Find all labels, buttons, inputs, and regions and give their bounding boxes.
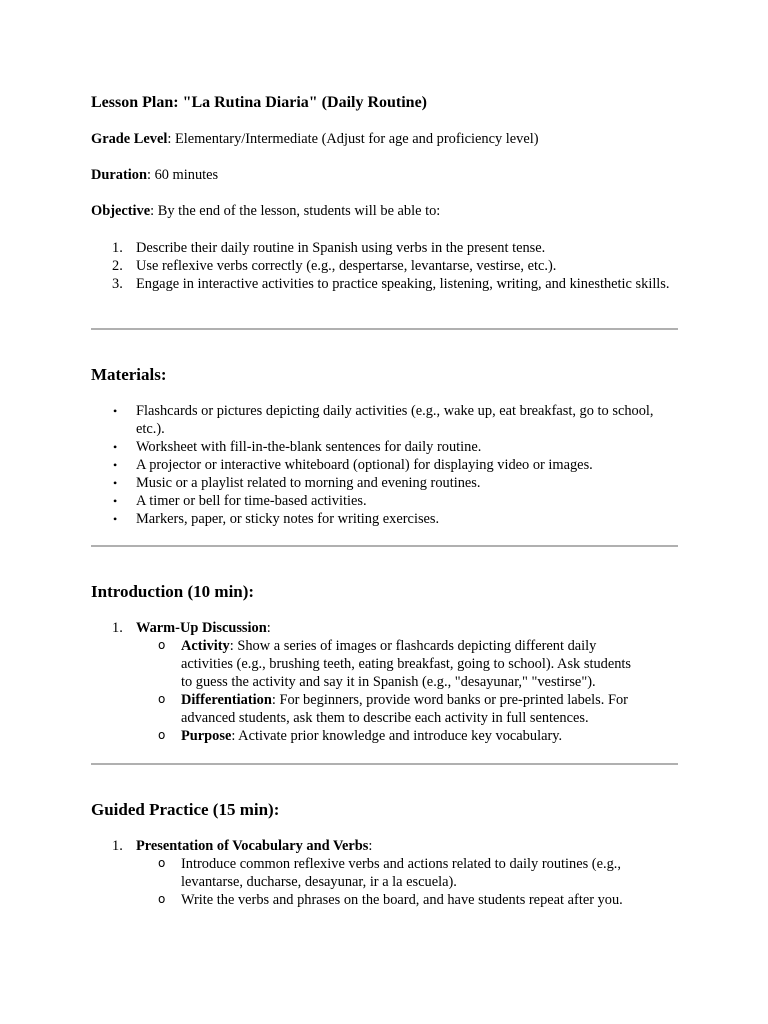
sub-list	[136, 855, 634, 909]
bullet-icon: •	[113, 458, 118, 472]
sub-item-label: Differentiation	[181, 692, 272, 708]
sub-list-item	[136, 855, 634, 891]
list-item	[91, 402, 679, 438]
list-item-text: Markers, paper, or sticky notes for writing exercises.	[136, 511, 440, 527]
section-divider	[91, 545, 678, 547]
sub-list-item	[136, 727, 634, 745]
circle-bullet-icon: o	[158, 638, 166, 652]
sub-item-label: Purpose	[181, 728, 232, 744]
materials-list	[91, 402, 679, 528]
list-number: 2.	[112, 258, 123, 274]
bullet-icon: •	[113, 440, 118, 454]
list-item	[91, 492, 679, 510]
list-item	[91, 474, 679, 492]
section-divider	[91, 763, 678, 765]
introduction-heading: Introduction (10 min):	[91, 582, 255, 601]
introduction-list	[91, 619, 679, 745]
sub-item-text: : Activate prior knowledge and introduce key vocabulary.	[231, 728, 563, 744]
sub-item-text: : For beginners, provide word banks or pre-printed labels. For advanced students, ask them to describe each activity in full sentences.	[181, 692, 628, 726]
circle-bullet-icon: o	[158, 728, 166, 742]
list-item-text: Music or a playlist related to morning and evening routines.	[136, 475, 481, 491]
duration-value: : 60 minutes	[146, 167, 219, 183]
list-item	[91, 510, 679, 528]
bullet-icon: •	[113, 512, 118, 526]
sub-item-text: Introduce common reflexive verbs and actions related to daily routines (e.g., levantarse, ducharse, desayunar, ir a la escuela).	[181, 856, 621, 890]
list-item	[91, 456, 679, 474]
guided-practice-list	[91, 837, 679, 909]
objective-line	[91, 203, 440, 220]
objective-list	[91, 239, 679, 293]
circle-bullet-icon: o	[158, 892, 166, 906]
list-item-text: A projector or interactive whiteboard (optional) for displaying video or images.	[136, 457, 593, 473]
materials-heading: Materials:	[91, 365, 167, 384]
duration-label: Duration	[91, 167, 147, 183]
sub-item-text: : Show a series of images or flashcards depicting different daily activities (e.g., brushing teeth, eating breakfast, going to school). Ask students to guess the activity and say it in Spanish (e.g., "desayunar," "vestirse").	[181, 638, 632, 690]
bullet-icon: •	[113, 404, 118, 418]
list-item	[91, 438, 679, 456]
list-item-text: A timer or bell for time-based activities.	[136, 493, 367, 509]
page-title: Lesson Plan: "La Rutina Diaria" (Daily Routine)	[91, 94, 428, 111]
list-item	[91, 837, 679, 909]
list-item-text: Worksheet with fill-in-the-blank sentences for daily routine.	[136, 439, 482, 455]
sub-item-label: Activity	[181, 638, 230, 654]
list-number: 3.	[112, 276, 123, 292]
list-item	[91, 619, 679, 745]
list-item-text: Flashcards or pictures depicting daily activities (e.g., wake up, eat breakfast, go to school, etc.).	[136, 403, 654, 437]
list-item-title: Warm-Up Discussion	[136, 620, 267, 636]
bullet-icon: •	[113, 494, 118, 508]
circle-bullet-icon: o	[158, 692, 166, 706]
list-item-text: Engage in interactive activities to practice speaking, listening, writing, and kinesthetic skills.	[136, 276, 670, 292]
list-item-suffix: :	[266, 620, 271, 636]
sub-list-item	[136, 891, 634, 909]
list-item	[91, 257, 679, 275]
list-item-suffix: :	[368, 838, 373, 854]
list-number: 1.	[112, 240, 123, 256]
bullet-icon: •	[113, 476, 118, 490]
list-item-text: Describe their daily routine in Spanish using verbs in the present tense.	[136, 240, 546, 256]
sub-list-item	[136, 637, 634, 691]
list-item-title: Presentation of Vocabulary and Verbs	[136, 838, 369, 854]
section-divider	[91, 328, 678, 330]
list-item-text: Use reflexive verbs correctly (e.g., despertarse, levantarse, vestirse, etc.).	[136, 258, 557, 274]
grade-level-value: : Elementary/Intermediate (Adjust for age and proficiency level)	[167, 131, 539, 147]
list-item	[91, 239, 679, 257]
sub-item-text: Write the verbs and phrases on the board, and have students repeat after you.	[181, 892, 623, 908]
objective-value: : By the end of the lesson, students will be able to:	[150, 203, 441, 219]
circle-bullet-icon: o	[158, 856, 166, 870]
objective-label: Objective	[91, 203, 151, 219]
guided-practice-heading: Guided Practice (15 min):	[91, 800, 280, 819]
list-number: 1.	[112, 838, 123, 854]
sub-list-item	[136, 691, 634, 727]
list-item	[91, 275, 679, 293]
list-number: 1.	[112, 620, 123, 636]
grade-level-line	[91, 131, 539, 148]
duration-line	[91, 167, 218, 184]
grade-level-label: Grade Level	[91, 131, 168, 147]
sub-list	[136, 637, 634, 745]
